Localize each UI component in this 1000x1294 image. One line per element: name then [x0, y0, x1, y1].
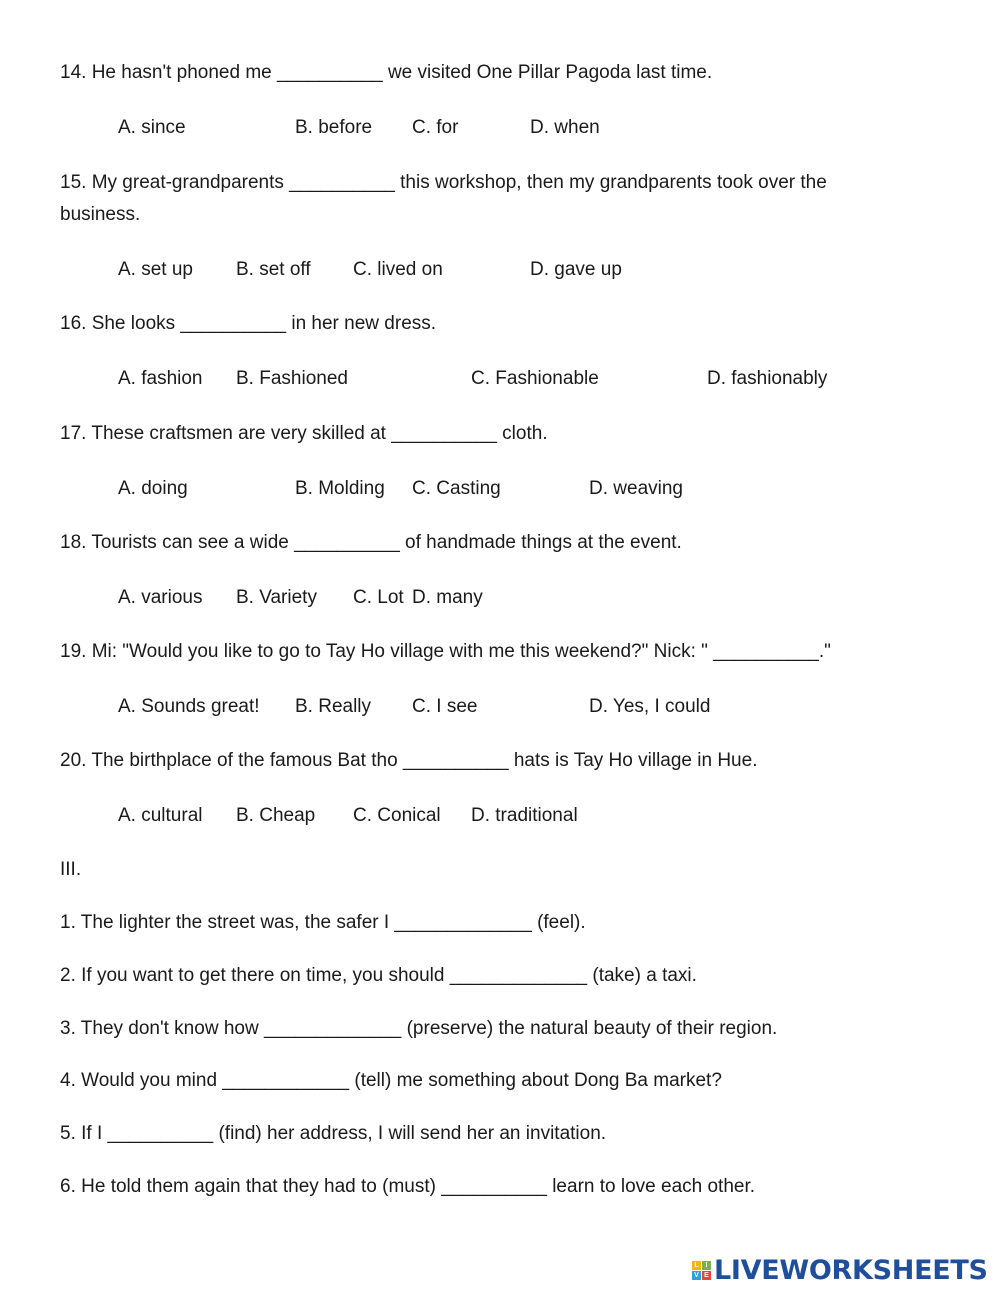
q16-option-c[interactable]: C. Fashionable [471, 368, 599, 389]
q15-option-d[interactable]: D. gave up [530, 259, 622, 280]
q20-option-d[interactable]: D. traditional [471, 805, 578, 826]
exercise-item-2[interactable]: 2. If you want to get there on time, you should _____________ (take) a taxi. [60, 965, 697, 986]
q16-option-b[interactable]: B. Fashioned [236, 368, 348, 389]
q16-option-d[interactable]: D. fashionably [707, 368, 828, 389]
q19-option-a[interactable]: A. Sounds great! [118, 696, 260, 717]
q17-option-c[interactable]: C. Casting [412, 478, 501, 499]
logo-mark-icon [692, 1261, 711, 1280]
q20-option-a[interactable]: A. cultural [118, 805, 203, 826]
exercise-item-6[interactable]: 6. He told them again that they had to (must) __________ learn to love each other. [60, 1176, 756, 1197]
question-19: 19. Mi: "Would you like to go to Tay Ho village with me this weekend?" Nick: " __________." [60, 641, 831, 662]
liveworksheets-logo[interactable] [692, 1256, 988, 1284]
q18-option-b[interactable]: B. Variety [236, 587, 317, 608]
q15-option-c[interactable]: C. lived on [353, 259, 443, 280]
q20-option-b[interactable]: B. Cheap [236, 805, 316, 826]
q19-option-d[interactable]: D. Yes, I could [589, 696, 711, 717]
q19-option-b[interactable]: B. Really [295, 696, 372, 717]
q14-option-d[interactable]: D. when [530, 117, 600, 138]
q17-option-b[interactable]: B. Molding [295, 478, 385, 499]
question-14: 14. He hasn't phoned me __________ we visited One Pillar Pagoda last time. [60, 62, 713, 83]
q17-option-d[interactable]: D. weaving [589, 478, 683, 499]
question-15-cont: business. [60, 204, 141, 225]
q20-option-c[interactable]: C. Conical [353, 805, 441, 826]
q14-option-c[interactable]: C. for [412, 117, 459, 138]
logo-text: LIVEWORKSHEETS [714, 1254, 988, 1286]
question-15: 15. My great-grandparents __________ this workshop, then my grandparents took over the [60, 172, 827, 193]
q17-option-a[interactable]: A. doing [118, 478, 188, 499]
exercise-item-3[interactable]: 3. They don't know how _____________ (preserve) the natural beauty of their region. [60, 1018, 778, 1039]
section-heading: III. [60, 859, 82, 880]
logo-mark-cell-i: I [702, 1261, 711, 1270]
exercise-item-4[interactable]: 4. Would you mind ____________ (tell) me something about Dong Ba market? [60, 1070, 722, 1091]
logo-mark-cell-l: L [692, 1261, 701, 1270]
q14-option-b[interactable]: B. before [295, 117, 373, 138]
logo-mark-cell-v: V [692, 1271, 701, 1280]
logo-mark-cell-e: E [702, 1271, 711, 1280]
question-17: 17. These craftsmen are very skilled at __________ cloth. [60, 423, 548, 444]
q18-option-c[interactable]: C. Lot [353, 587, 404, 608]
q14-option-a[interactable]: A. since [118, 117, 186, 138]
exercise-item-5[interactable]: 5. If I __________ (find) her address, I will send her an invitation. [60, 1123, 607, 1144]
question-20: 20. The birthplace of the famous Bat tho __________ hats is Tay Ho village in Hue. [60, 750, 758, 771]
exercise-item-1[interactable]: 1. The lighter the street was, the safer I _____________ (feel). [60, 912, 586, 933]
q19-option-c[interactable]: C. I see [412, 696, 478, 717]
q18-option-d[interactable]: D. many [412, 587, 483, 608]
question-16: 16. She looks __________ in her new dress. [60, 313, 437, 334]
question-18: 18. Tourists can see a wide __________ of handmade things at the event. [60, 532, 682, 553]
q15-option-a[interactable]: A. set up [118, 259, 193, 280]
q16-option-a[interactable]: A. fashion [118, 368, 203, 389]
q18-option-a[interactable]: A. various [118, 587, 203, 608]
q15-option-b[interactable]: B. set off [236, 259, 311, 280]
